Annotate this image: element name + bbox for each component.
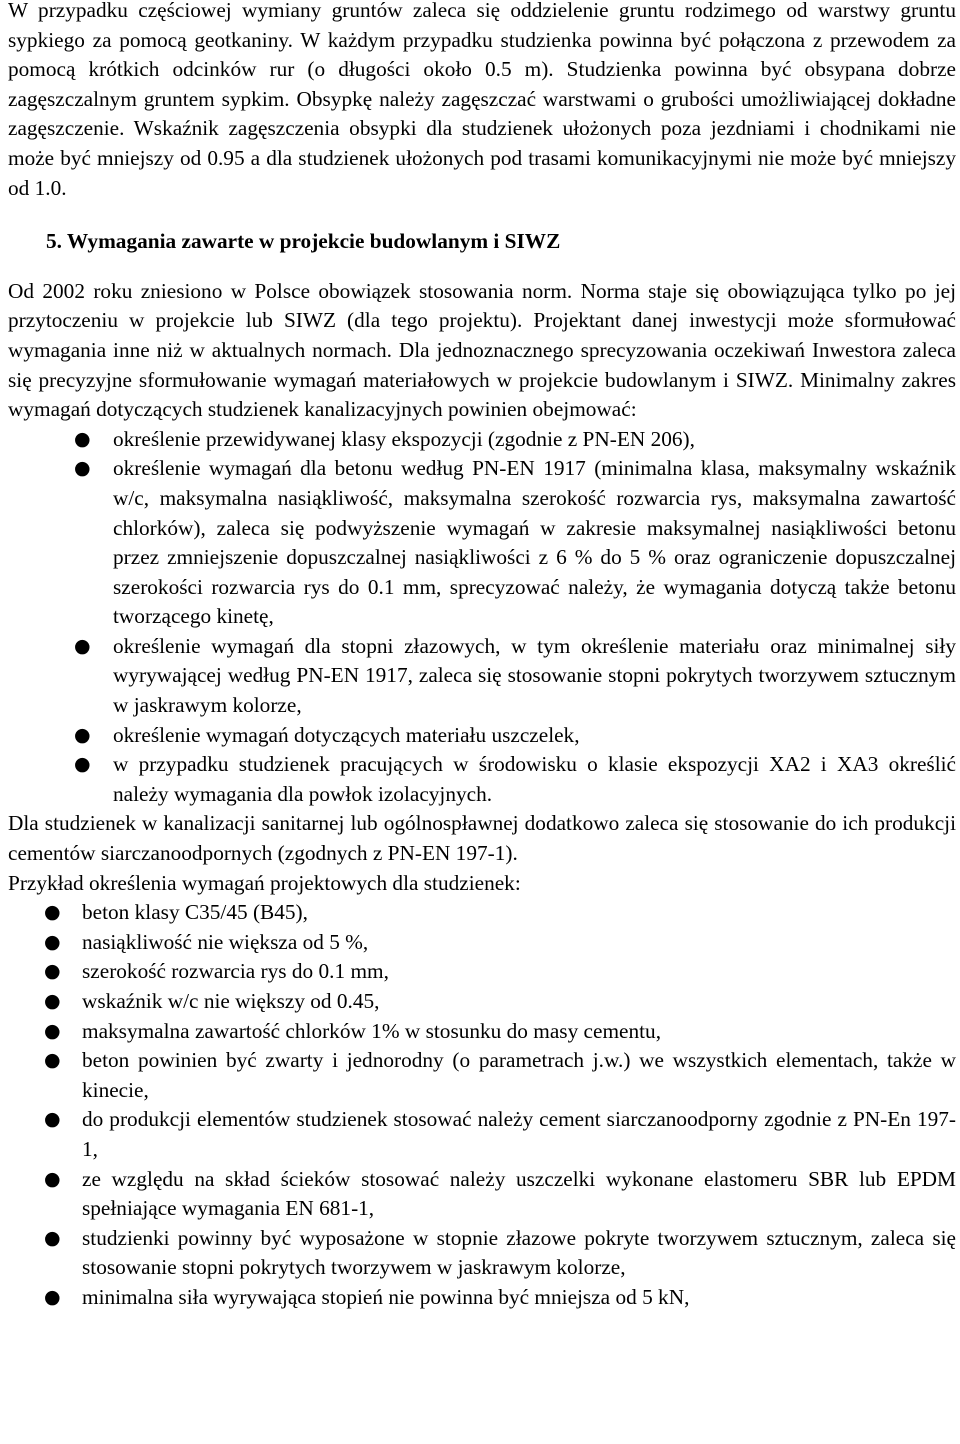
- list-item-text: w przypadku studzienek pracujących w środowisku o klasie ekspozycji XA2 i XA3 określić należy wymagania dla powłok izolacyjnych.: [113, 752, 956, 806]
- bullet-icon: ●: [44, 1285, 61, 1308]
- list-item: [8, 1224, 956, 1283]
- bullet-icon: ●: [44, 1019, 61, 1042]
- bullet-icon: ●: [74, 753, 91, 776]
- bullet-icon: ●: [74, 427, 91, 450]
- list-item: [8, 721, 956, 751]
- bullet-icon: ●: [44, 1108, 61, 1131]
- list-item-text: ze względu na skład ścieków stosować należy uszczelki wykonane elastomeru SBR lub EPDM spełniające wymagania EN 681-1,: [82, 1166, 956, 1221]
- list-item-text: do produkcji elementów studzienek stosować należy cement siarczanoodporny zgodnie z PN-En 197-1,: [82, 1107, 956, 1161]
- bullet-icon: ●: [44, 1049, 61, 1072]
- bullet-icon: ●: [44, 901, 61, 924]
- list-item: [8, 1105, 956, 1164]
- list-item-text: studzienki powinny być wyposażone w stopnie złazowe pokryte tworzywem sztucznym, zaleca się stosowanie stopni pokrytych tworzywem w jaskrawym kolorze,: [82, 1225, 956, 1280]
- list-item: [8, 632, 956, 721]
- list-item: [8, 454, 956, 632]
- requirements-list: [8, 425, 956, 810]
- list-item: [8, 1283, 956, 1313]
- list-item-text: minimalna siła wyrywająca stopień nie powinna być mniejsza od 5 kN,: [82, 1284, 690, 1309]
- bullet-icon: ●: [44, 1167, 61, 1190]
- list-item: [8, 750, 956, 809]
- list-item: [8, 987, 956, 1017]
- section-heading: 5. Wymagania zawarte w projekcie budowlanym i SIWZ: [46, 229, 561, 254]
- list-item-text: maksymalna zawartość chlorków 1% w stosunku do masy cementu,: [82, 1018, 662, 1043]
- list-item: [8, 898, 956, 928]
- list-item: [8, 1046, 956, 1105]
- bullet-icon: ●: [44, 990, 61, 1012]
- list-item: [8, 957, 956, 987]
- sanitary-note-paragraph: Dla studzienek w kanalizacji sanitarnej lub ogólnospławnej dodatkowo zaleca się stosowanie do ich produkcji cementów siarczanoodpornych (zgodnych z PN-EN 197-1).: [8, 811, 956, 866]
- example-requirements-list: [8, 898, 956, 1312]
- list-item-text: beton klasy C35/45 (B45),: [82, 900, 308, 925]
- list-item: [8, 425, 956, 455]
- list-item-text: określenie wymagań dla stopni złazowych, w tym określenie materiału oraz minimalnej siły wyrywającej według PN-EN 1917, zaleca się stosowanie stopni pokrytych tworzywem sztucznym w jaskrawym kolorze,: [113, 633, 956, 718]
- bullet-icon: ●: [74, 723, 91, 746]
- list-item: [8, 1017, 956, 1047]
- list-item: [8, 1165, 956, 1224]
- bullet-icon: ●: [74, 634, 91, 657]
- intro-paragraph: W przypadku częściowej wymiany gruntów zaleca się oddzielenie gruntu rodzimego od warstwy gruntu sypkiego za pomocą geotkaniny. W każdym przypadku studzienka powinna być połączona z przewodem za pomocą krótkich odcinków rur (o długości około 0.5 m). Studzienka powinna być obsypana dobrze zagęszczalnym gruntem sypkim. Obsypkę należy zagęszczać warstwami o grubości umożliwiającej dokładne zagęszczenie. Wskaźnik zagęszczenia obsypki dla studzienek ułożonych poza jezdniami i chodnikami nie może być mniejszy od 0.95 a dla studzienek ułożonych pod trasami komunikacyjnymi nie może być mniejszy od 1.0.: [8, 0, 956, 200]
- bullet-icon: ●: [44, 1226, 61, 1249]
- bullet-icon: ●: [44, 960, 61, 983]
- example-intro-paragraph: Przykład określenia wymagań projektowych dla studzienek:: [8, 870, 521, 895]
- list-item-text: wskaźnik w/c nie większy od 0.45,: [82, 989, 380, 1013]
- list-item-text: szerokość rozwarcia rys do 0.1 mm,: [82, 959, 389, 984]
- bullet-icon: ●: [74, 457, 91, 480]
- list-item-text: nasiąkliwość nie większa od 5 %,: [82, 929, 369, 954]
- list-item-text: określenie przewidywanej klasy ekspozycji (zgodnie z PN-EN 206),: [113, 426, 695, 451]
- list-item-text: określenie wymagań dla betonu według PN-EN 1917 (minimalna klasa, maksymalny wskaźnik w/c, maksymalna nasiąkliwość, maksymalna szerokość rozwarcia rys, maksymalna zawartość chlorków), zaleca się podwyższenie wymagań w zakresie maksymalnej nasiąkliwości betonu przez zmniejszenie dopuszczalnej nasiąkliwości z 6 % do 5 % oraz ograniczenie dopuszczalnej szerokości rozwarcia rys do 0.1 mm, sprecyzować należy, że wymagania dotyczą także betonu tworzącego kinetę,: [113, 456, 956, 629]
- section-intro-paragraph: Od 2002 roku zniesiono w Polsce obowiązek stosowania norm. Norma staje się obowiązująca tylko po jej przytoczeniu w projekcie lub SIWZ (dla tego projektu). Projektant danej inwestycji może sformułować wymagania inne niż w aktualnych normach. Dla jednoznacznego sprecyzowania oczekiwań Inwestora zaleca się precyzyjne sformułowanie wymagań materiałowych w projekcie budowlanym i SIWZ. Minimalny zakres wymagań dotyczących studzienek kanalizacyjnych powinien obejmować:: [8, 278, 956, 422]
- list-item-text: beton powinien być zwarty i jednorodny (o parametrach j.w.) we wszystkich elementach, także w kinecie,: [82, 1048, 956, 1102]
- bullet-icon: ●: [44, 930, 61, 953]
- list-item: [8, 928, 956, 958]
- list-item-text: określenie wymagań dotyczących materiału uszczelek,: [113, 722, 580, 747]
